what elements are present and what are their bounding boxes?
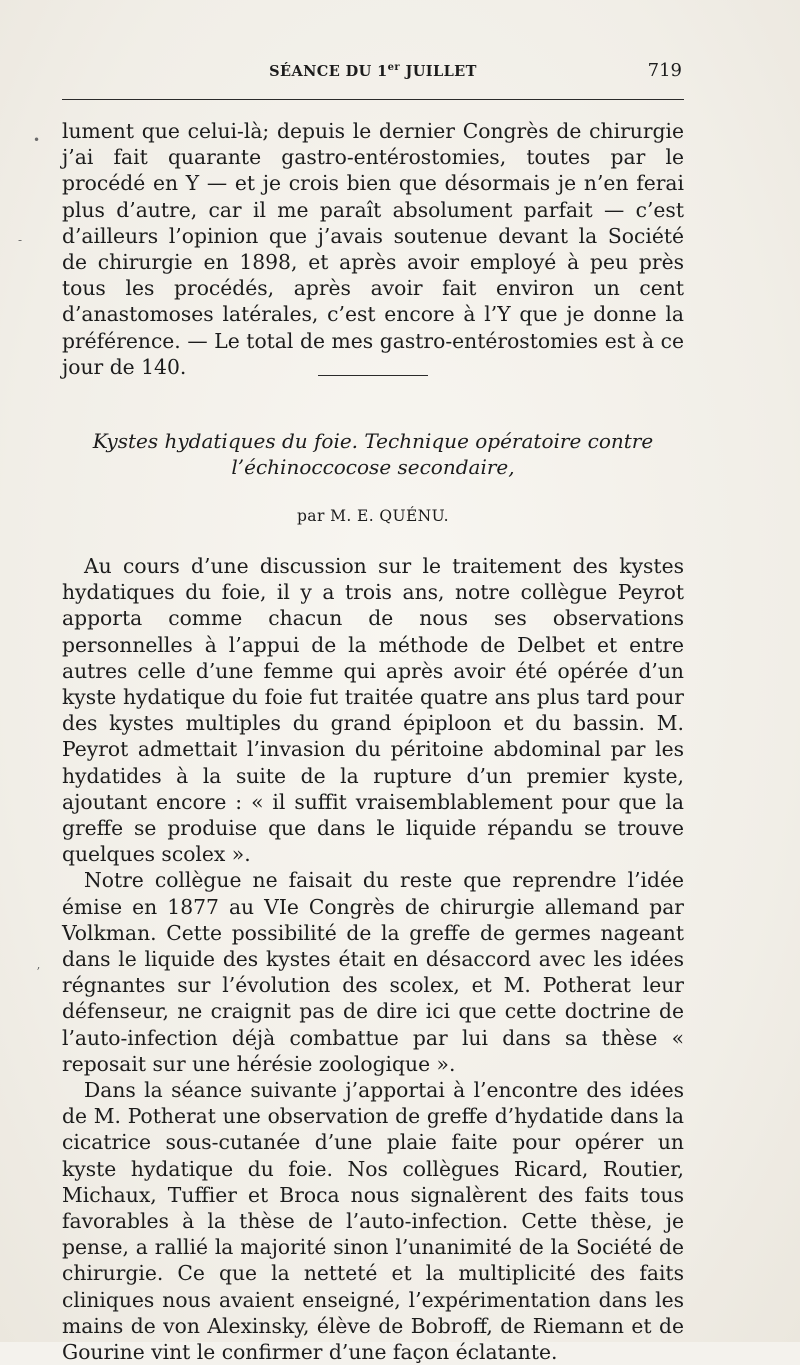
article-title-line: l’échinoccocose secondaire, (231, 455, 515, 479)
continuation-paragraph (62, 118, 684, 380)
running-head (62, 62, 684, 88)
article-title-line: Kystes hydatiques du foie. Technique opératoire contre (92, 429, 654, 453)
running-title-suffix: JUILLET (400, 63, 477, 80)
article-title (62, 428, 684, 480)
paragraph: Notre collègue ne faisait du reste que reprendre l’idée émise en 1877 au VIe Congrès de chirurgie allemand par Volkman. Cette possibilité de la greffe de germes nageant dans le liquide des kystes était en désaccord avec les idées régnantes sur l’évolution des scolex, et M. Potherat leur défenseur, ne craignit pas de dire ici que cette doctrine de l’auto-infection déjà combattue par lui dans sa thèse « reposait sur une hérésie zoologique ». (62, 868, 684, 1076)
margin-speck: ʼ (36, 965, 40, 979)
article-body (62, 553, 684, 1365)
article-byline: par M. E. QUÉNU. (296, 507, 449, 525)
margin-speck: • (33, 133, 41, 147)
running-title-prefix: SÉANCE DU 1 (269, 63, 388, 80)
paragraph: Au cours d’une discussion sur le traitement des kystes hydatiques du foie, il y a trois ans, notre collègue Peyrot apporta comme chacun de nous ses observations personnelles à l’appui de la méthode de Delbet et entre autres celle d’une femme qui après avoir été opérée d’un kyste hydatique du foie fut traitée quatre ans plus tard pour des kystes multiples du grand épiploon et du bassin. M. Peyrot admettait l’invasion du péritoine abdominal par les hydatides à la suite de la rupture d’un premier kyste, ajoutant encore : « il suffit vraisemblablement pour que la greffe se produise que dans le liquide répandu se trouve quelques scolex ». (62, 554, 684, 867)
running-title-sup: er (387, 62, 401, 73)
paragraph: Dans la séance suivante j’apportai à l’encontre des idées de M. Potherat une observation de greffe d’hydatide dans la cicatrice sous-cutanée d’une plaie faite pour opérer un kyste hydatique du foie. Nos collègues Ricard, Routier, Michaux, Tuffier et Broca nous signalèrent des faits tous favorables à la thèse de l’auto-infection. Cette thèse, je pense, a rallié la majorité sinon l’unanimité de la Société de chirurgie. Ce que la netteté et la multiplicité des faits cliniques nous avaient enseigné, l’expérimentation dans les mains de von Alexinsky, élève de Bobroff, de Riemann et de Gourine vint le confirmer d’une façon éclatante. (62, 1078, 684, 1365)
paragraph: lument que celui-là; depuis le dernier Congrès de chirurgie j’ai fait quarante gastro-entérostomies, toutes par le procédé en Y — et je crois bien que désormais je n’en ferai plus d’autre, car il me paraît absolument parfait — c’est d’ailleurs l’opinion que j’avais soutenue devant la Société de chirurgie en 1898, et après avoir employé à peu près tous les procédés, après avoir fait environ un cent d’anastomoses latérales, c’est encore à l’Y que je donne la préférence. — Le total de mes gastro-entérostomies est à ce jour de 140. (62, 119, 684, 379)
header-rule (62, 99, 684, 100)
page-number: 719 (647, 60, 682, 81)
margin-speck: - (18, 233, 23, 247)
running-title (62, 62, 684, 80)
section-divider (318, 375, 428, 376)
